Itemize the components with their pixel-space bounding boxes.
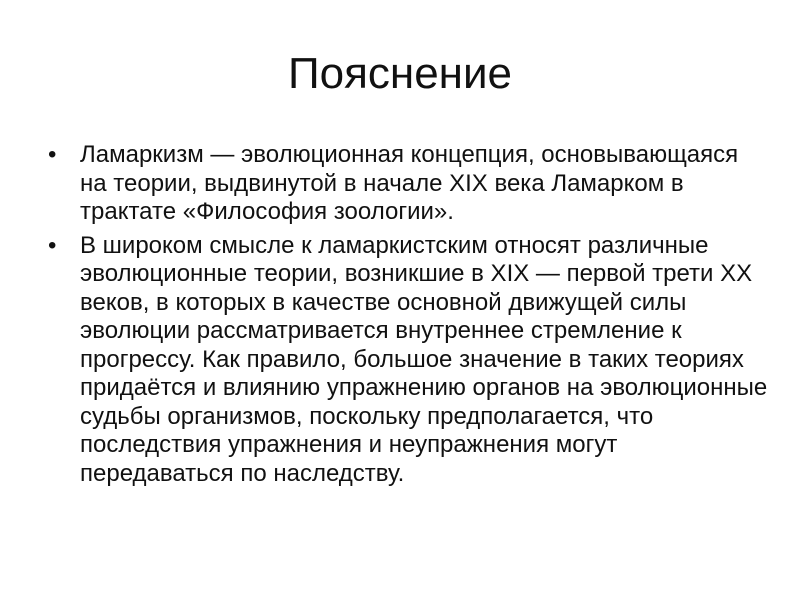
bullet-text: Ламаркизм — эволюционная концепция, основывающаяся на теории, выдвинутой в начале XIX века Ламарком в трактате «Философия зоологии». bbox=[80, 141, 739, 225]
bullet-icon: • bbox=[48, 141, 57, 168]
bullet-text: В широком смысле к ламаркистским относят различные эволюционные теории, возникшие в XIX — первой трети XX веков, в которых в качестве основной движущей силы эволюции рассматривается внутреннее стремление к прогрессу. Как правило, большое значение в таких теориях придаётся и влиянию упражнению органов на эволюционные судьбы организмов, поскольку предполагается, что последствия упражнения и неупражнения могут передаваться по наследству. bbox=[80, 231, 768, 487]
bullet-item bbox=[48, 232, 768, 489]
bullet-item bbox=[48, 141, 768, 227]
slide-title: Пояснение bbox=[287, 49, 513, 98]
bullet-icon: • bbox=[48, 231, 57, 259]
bullet-list bbox=[48, 141, 768, 493]
